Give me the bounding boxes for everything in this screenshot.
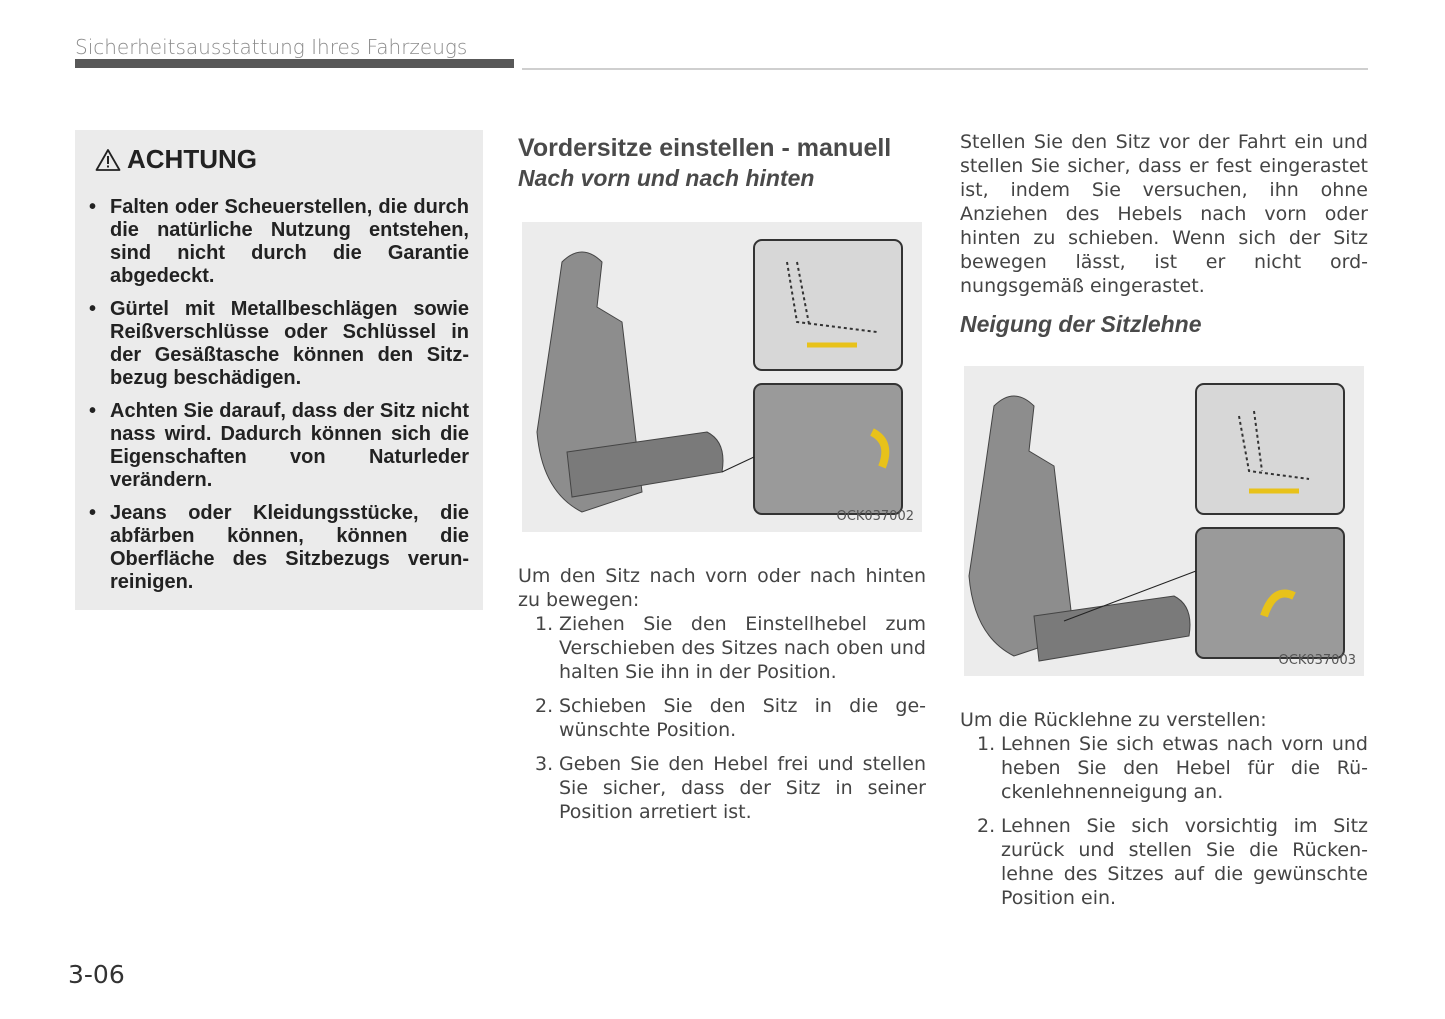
step-number: 2. [977, 815, 996, 837]
step-item [518, 694, 926, 742]
seat-illustration [964, 366, 1364, 676]
step-item [960, 732, 1368, 804]
intro-text: Um den Sitz nach vorn oder nach hinten zu bewegen: [518, 565, 926, 611]
step-number: 1. [977, 733, 996, 755]
figure-caption: OCK037002 [836, 509, 914, 524]
steps-list [960, 732, 1368, 910]
warning-item: • Falten oder Scheuerstellen, die durch die natürliche Nutzung entstehen, sind nicht durch die Garantie abgedeckt. [89, 196, 469, 288]
section-title: Vordersitze einstellen - manuell [518, 134, 892, 162]
seat-illustration [522, 222, 922, 532]
step-number: 3. [535, 753, 554, 775]
step-item [960, 814, 1368, 910]
warning-list [89, 196, 469, 604]
section-header: Sicherheitsausstattung Ihres Fahrzeugs [75, 35, 468, 59]
step-number: 1. [535, 613, 554, 635]
header-divider [522, 68, 1368, 70]
subsection-title: Neigung der Sitzlehne [960, 311, 1202, 337]
step-text: Geben Sie den Hebel frei und stellen Sie sicher, dass der Sitz in seiner Position arretiert ist. [559, 753, 926, 823]
warning-heading [95, 144, 257, 175]
seatback-recline-figure [964, 366, 1364, 676]
step-text: Schieben Sie den Sitz in die gewünschte Position. [559, 695, 926, 741]
warning-title: ACHTUNG [127, 144, 257, 174]
steps-list [518, 612, 926, 824]
warning-triangle-icon [95, 148, 121, 172]
step-text: Ziehen Sie den Einstellhebel zum Verschieben des Sitzes nach oben und halten Sie ihn in der Position. [559, 613, 926, 683]
warning-item: • Jeans oder Kleidungsstücke, die abfärben können, können die Oberfläche des Sitzbezugs verunreinigen. [89, 502, 469, 594]
step-item [518, 612, 926, 684]
warning-item: • Gürtel mit Metallbeschlägen sowie Reißverschlüsse oder Schlüssel in der Gesäßtasche können den Sitzbezug beschädigen. [89, 298, 469, 390]
warning-box [75, 130, 483, 610]
step-text: Lehnen Sie sich etwas nach vorn und heben Sie den Hebel für die Rückenlehnenneigung an. [1001, 733, 1368, 803]
figure-caption: OCK037003 [1278, 653, 1356, 668]
middle-column [518, 132, 926, 834]
step-text: Lehnen Sie sich vorsichtig im Sitz zurück und stellen Sie die Rückenlehne des Sitzes auf die gewünschte Position ein. [1001, 815, 1368, 909]
body-paragraph: Stellen Sie den Sitz vor der Fahrt ein und stellen Sie sicher, dass er fest eingerastet ist, indem Sie versuchen, ihn ohne Anziehen des Hebels nach vorn oder hinten zu schieben. Wenn sich der Sitz bewegen lässt, ist er nicht ordnungsgemäß eingerastet. [960, 131, 1368, 297]
subsection-title: Nach vorn und nach hinten [518, 165, 815, 191]
step-item [518, 752, 926, 824]
warning-item: • Achten Sie darauf, dass der Sitz nicht nass wird. Dadurch können sich die Eigenschaften von Naturleder verändern. [89, 400, 469, 492]
page-number: 3-06 [68, 960, 125, 989]
right-column [960, 130, 1368, 920]
step-number: 2. [535, 695, 554, 717]
seat-slide-figure [522, 222, 922, 532]
intro-text: Um die Rücklehne zu verstellen: [960, 709, 1267, 731]
header-bar [75, 59, 514, 68]
